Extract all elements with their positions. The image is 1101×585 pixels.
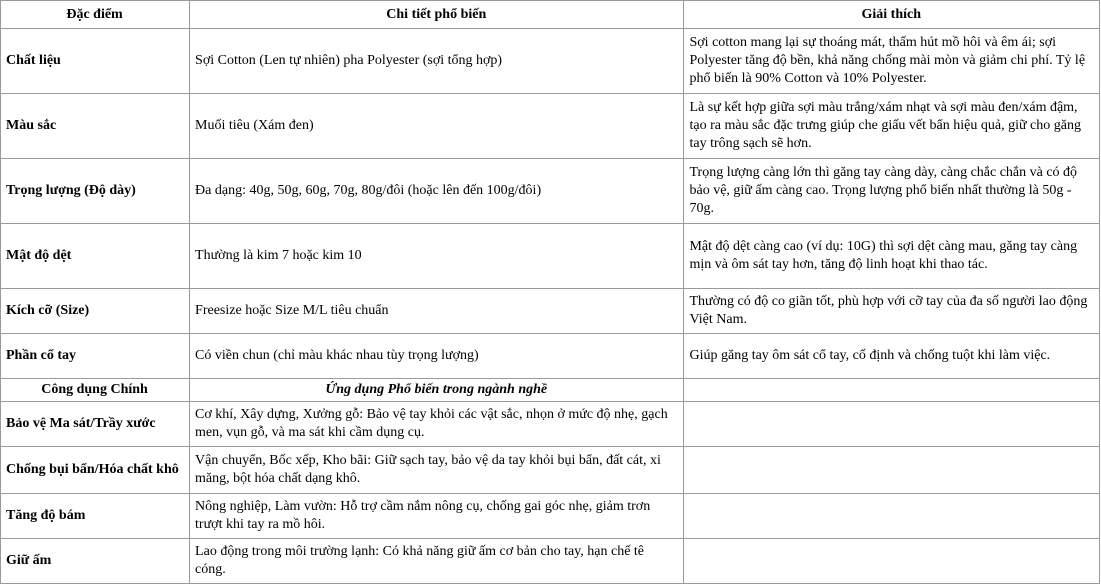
usage-empty-cell: [684, 402, 1100, 447]
feature-name: Kích cỡ (Size): [1, 289, 190, 334]
usage-header-row: [1, 379, 1100, 402]
usage-row-warmth: [1, 539, 1100, 584]
header-detail: Chi tiết phổ biến: [190, 1, 684, 29]
feature-detail: Có viền chun (chỉ màu khác nhau tùy trọng lượng): [190, 334, 684, 379]
feature-row-gauge: [1, 224, 1100, 289]
feature-name: Màu sắc: [1, 94, 190, 159]
usage-row-grip: [1, 494, 1100, 539]
usage-name: Tăng độ bám: [1, 494, 190, 539]
usage-empty-cell: [684, 539, 1100, 584]
feature-name: Mật độ dệt: [1, 224, 190, 289]
feature-name: Chất liệu: [1, 29, 190, 94]
header-explanation: Giải thích: [684, 1, 1100, 29]
feature-name: Phần cổ tay: [1, 334, 190, 379]
feature-row-size: [1, 289, 1100, 334]
header-row: [1, 1, 1100, 29]
usage-empty-cell: [684, 447, 1100, 494]
usage-header-name: Công dụng Chính: [1, 379, 190, 402]
feature-explanation: Sợi cotton mang lại sự thoáng mát, thấm hút mồ hôi và êm ái; sợi Polyester tăng độ bền, khả năng chống mài mòn và giảm chi phí. Tỷ lệ phổ biến là 90% Cotton và 10% Polyester.: [684, 29, 1100, 94]
usage-name: Bảo vệ Ma sát/Trầy xước: [1, 402, 190, 447]
usage-application: Lao động trong môi trường lạnh: Có khả năng giữ ấm cơ bản cho tay, hạn chế tê cóng.: [190, 539, 684, 584]
usage-name: Giữ ấm: [1, 539, 190, 584]
usage-application: Vận chuyển, Bốc xếp, Kho bãi: Giữ sạch tay, bảo vệ da tay khỏi bụi bẩn, đất cát, xi măng, bột hóa chất dạng khô.: [190, 447, 684, 494]
feature-name: Trọng lượng (Độ dày): [1, 159, 190, 224]
feature-row-cuff: [1, 334, 1100, 379]
feature-explanation: Mật độ dệt càng cao (ví dụ: 10G) thì sợi dệt càng mau, găng tay càng mịn và ôm sát tay hơn, tăng độ linh hoạt khi thao tác.: [684, 224, 1100, 289]
feature-explanation: Là sự kết hợp giữa sợi màu trắng/xám nhạt và sợi màu đen/xám đậm, tạo ra màu sắc đặc trưng giúp che giấu vết bẩn hiệu quả, giữ cho găng tay trông sạch sẽ hơn.: [684, 94, 1100, 159]
feature-detail: Sợi Cotton (Len tự nhiên) pha Polyester (sợi tổng hợp): [190, 29, 684, 94]
usage-name: Chống bụi bẩn/Hóa chất khô: [1, 447, 190, 494]
feature-detail: Đa dạng: 40g, 50g, 60g, 70g, 80g/đôi (hoặc lên đến 100g/đôi): [190, 159, 684, 224]
feature-detail: Thường là kim 7 hoặc kim 10: [190, 224, 684, 289]
feature-row-weight: [1, 159, 1100, 224]
usage-row-abrasion: [1, 402, 1100, 447]
feature-explanation: Trọng lượng càng lớn thì găng tay càng dày, càng chắc chắn và có độ bảo vệ, giữ ấm càng cao. Trọng lượng phổ biến nhất thường là 50g - 70g.: [684, 159, 1100, 224]
feature-row-material: [1, 29, 1100, 94]
usage-empty-cell: [684, 494, 1100, 539]
usage-application: Cơ khí, Xây dựng, Xưởng gỗ: Bảo vệ tay khỏi các vật sắc, nhọn ở mức độ nhẹ, gạch men, vụn gỗ, và ma sát khi cầm dụng cụ.: [190, 402, 684, 447]
feature-detail: Muối tiêu (Xám đen): [190, 94, 684, 159]
feature-explanation: Thường có độ co giãn tốt, phù hợp với cỡ tay của đa số người lao động Việt Nam.: [684, 289, 1100, 334]
usage-header-application: Ứng dụng Phổ biến trong ngành nghề: [190, 379, 684, 402]
header-feature: Đặc điểm: [1, 1, 190, 29]
usage-application: Nông nghiệp, Làm vườn: Hỗ trợ cầm nắm nông cụ, chống gai góc nhẹ, giảm trơn trượt khi tay ra mồ hôi.: [190, 494, 684, 539]
usage-row-dust: [1, 447, 1100, 494]
usage-header-empty: [684, 379, 1100, 402]
feature-explanation: Giúp găng tay ôm sát cổ tay, cố định và chống tuột khi làm việc.: [684, 334, 1100, 379]
feature-row-color: [1, 94, 1100, 159]
feature-detail: Freesize hoặc Size M/L tiêu chuẩn: [190, 289, 684, 334]
